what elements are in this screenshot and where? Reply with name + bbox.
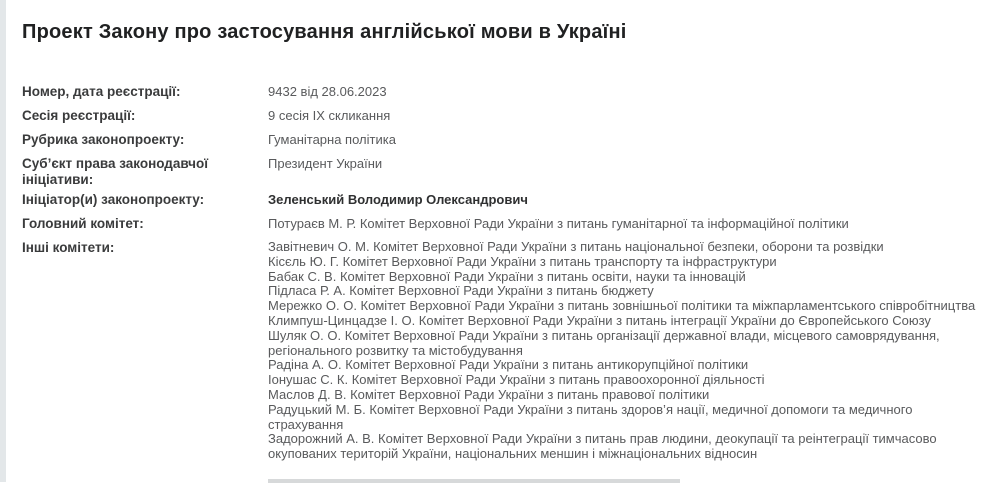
page-title: Проект Закону про застосування англійської мови в Україні bbox=[22, 21, 627, 43]
committee-item: Підласа Р. А. Комітет Верховної Ради України з питань бюджету bbox=[268, 283, 654, 299]
committee-item: Іонушас С. К. Комітет Верховної Ради України з питань правоохоронної діяльності bbox=[268, 372, 765, 388]
initiator-name: Зеленський Володимир Олександрович bbox=[268, 192, 528, 207]
page-left-margin bbox=[0, 0, 6, 482]
committee-item: Радуцький М. Б. Комітет Верховної Ради України з питань здоров’я нації, медичної допомоги та медичного страхування bbox=[268, 401, 913, 432]
field-row-main-committee bbox=[22, 216, 988, 232]
field-value: 9 сесія IX скликання bbox=[268, 108, 391, 123]
committee-item: Шуляк О. О. Комітет Верховної Ради України з питань організації державної влади, місцевого самоврядування, регіонального розвитку та містобудування bbox=[268, 327, 940, 358]
field-label: Суб’єкт права законодавчої ініціативи: bbox=[22, 156, 209, 187]
committee-item: Радіна А. О. Комітет Верховної Ради України з питань антикорупційної політики bbox=[268, 357, 749, 373]
committee-item: Завітневич О. М. Комітет Верховної Ради України з питань національної безпеки, оборони та розвідки bbox=[268, 239, 884, 254]
field-row-rubric bbox=[22, 132, 988, 148]
committee-item: Климпуш-Цинцадзе І. О. Комітет Верховної Ради України з питань інтеграції України до Європейського Союзу bbox=[268, 312, 931, 328]
field-label: Ініціатор(и) законопроекту: bbox=[22, 192, 205, 207]
field-row-other-committees bbox=[22, 240, 988, 462]
field-label: Рубрика законопроекту: bbox=[22, 132, 185, 147]
committee-item: Задорожний А. В. Комітет Верховної Ради України з питань прав людини, деокупації та реінтеграції тимчасово окупованих територій України, національних меншин і міжнаціональних відносин bbox=[268, 431, 937, 462]
field-value: Президент України bbox=[268, 156, 383, 171]
field-row-initiator bbox=[22, 192, 988, 208]
committee-item: Кісєль Ю. Г. Комітет Верховної Ради України з питань транспорту та інфраструктури bbox=[268, 253, 777, 269]
field-label: Інші комітети: bbox=[22, 240, 115, 255]
committee-item: Бабак С. В. Комітет Верховної Ради України з питань освіти, науки та інновацій bbox=[268, 268, 746, 284]
field-label: Номер, дата реєстрації: bbox=[22, 84, 181, 99]
field-row-registration-number bbox=[22, 84, 988, 100]
field-row-registration-session bbox=[22, 108, 988, 124]
other-committees-list bbox=[268, 240, 988, 462]
committee-item: Маслов Д. В. Комітет Верховної Ради України з питань правової політики bbox=[268, 386, 710, 402]
field-row-initiative-subject bbox=[22, 156, 988, 188]
field-label: Сесія реєстрації: bbox=[22, 108, 136, 123]
main-committee-value: Потураєв М. Р. Комітет Верховної Ради України з питань гуманітарної та інформаційної політики bbox=[268, 216, 849, 231]
bill-details-table bbox=[22, 84, 988, 462]
clipped-text-line bbox=[268, 479, 680, 483]
field-label: Головний комітет: bbox=[22, 216, 144, 231]
committee-item: Мережко О. О. Комітет Верховної Ради України з питань зовнішньої політики та міжпарламентського співробітництва bbox=[268, 298, 976, 314]
field-value: 9432 від 28.06.2023 bbox=[268, 84, 387, 99]
field-value: Гуманітарна політика bbox=[268, 132, 396, 147]
